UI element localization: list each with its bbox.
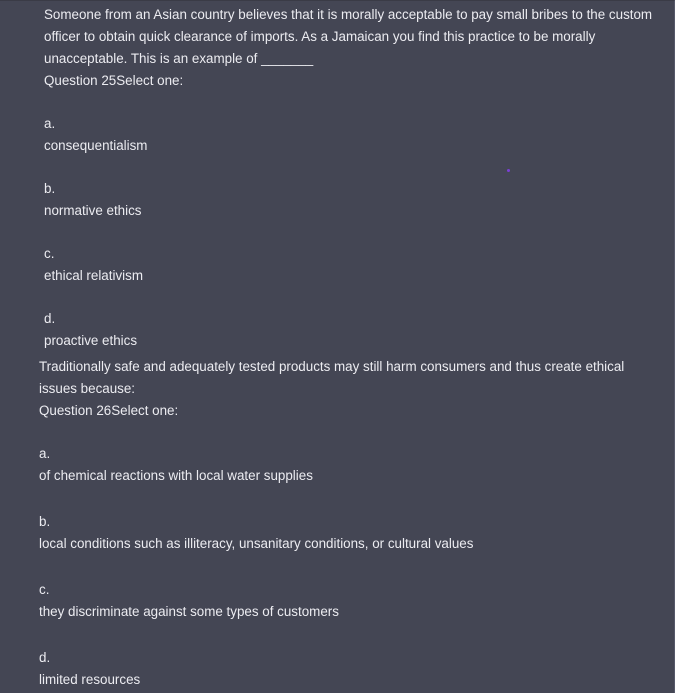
question-25-stem: Someone from an Asian country believes that it is morally acceptable to pay small bribes to the custom officer to obtain quick clearance of imports. As a Jamaican you find this practice to be morally unacceptable. This is an example of _______: [44, 7, 653, 66]
option-text: proactive ethics: [44, 333, 138, 348]
question-26-option-b[interactable]: [39, 511, 664, 555]
option-letter: a.: [39, 446, 51, 461]
question-26: [39, 356, 664, 691]
question-25-option-c[interactable]: [44, 243, 664, 287]
option-text: normative ethics: [44, 203, 142, 218]
option-text: limited resources: [39, 672, 141, 687]
option-letter: c.: [39, 582, 50, 597]
option-letter: c.: [44, 246, 55, 261]
option-text: they discriminate against some types of customers: [39, 604, 339, 619]
question-25-option-d[interactable]: [44, 308, 664, 352]
question-25-option-a[interactable]: [44, 113, 664, 157]
question-26-option-a[interactable]: [39, 443, 664, 487]
option-letter: d.: [44, 311, 56, 326]
question-26-option-d[interactable]: [39, 647, 664, 691]
question-26-option-c[interactable]: [39, 579, 664, 623]
option-text: of chemical reactions with local water supplies: [39, 468, 313, 483]
option-letter: d.: [39, 650, 51, 665]
option-text: local conditions such as illiteracy, unsanitary conditions, or cultural values: [39, 536, 474, 551]
question-25-options: [44, 113, 664, 352]
option-letter: a.: [44, 116, 56, 131]
option-text: ethical relativism: [44, 268, 143, 283]
cursor-dot: [507, 169, 510, 172]
question-26-options: [39, 443, 664, 691]
question-26-prompt: Question 26Select one:: [39, 403, 179, 418]
question-25-prompt: Question 25Select one:: [44, 73, 184, 88]
question-26-stem: Traditionally safe and adequately tested products may still harm consumers and thus create ethical issues because:: [39, 359, 625, 396]
question-25-option-b[interactable]: [44, 178, 664, 222]
option-text: consequentialism: [44, 138, 148, 153]
question-25: [44, 4, 664, 352]
option-letter: b.: [44, 181, 56, 196]
option-letter: b.: [39, 514, 51, 529]
